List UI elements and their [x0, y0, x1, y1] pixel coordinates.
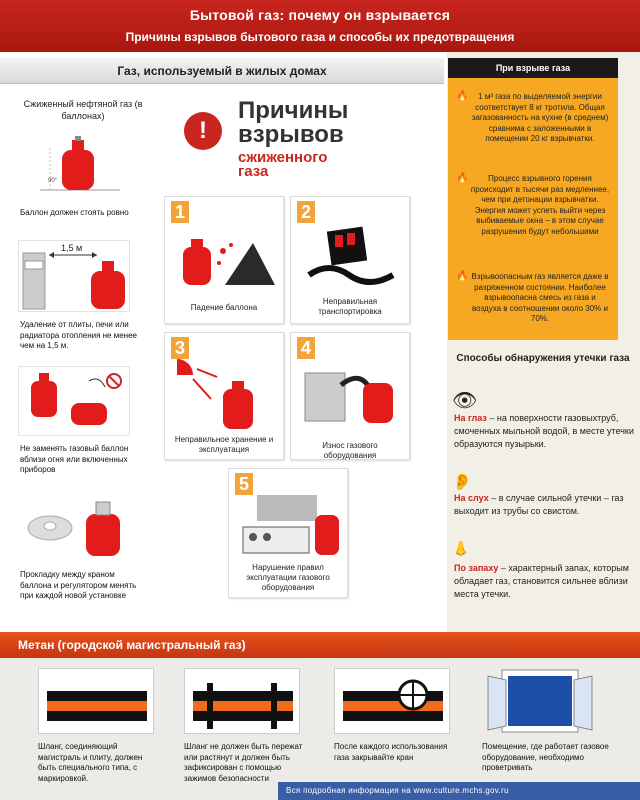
detect-text: – на поверхности газовыхтруб, смоченных мыльной водой, в месте утечки образуются пузырьки.: [454, 413, 634, 449]
detect-text: – характерный запах, которым обладает газ, становится сильнее вблизи места утечки.: [454, 563, 629, 599]
clamp-icon: [185, 669, 301, 735]
detect-text: – в случае сильной утечки – газ выходит из трубы со свистом.: [454, 493, 624, 516]
detect-eye: [454, 412, 634, 451]
cause-number: 5: [235, 473, 253, 495]
metan-tip: После каждого использования газа закрывайте кран: [334, 742, 448, 762]
detect-label: На слух: [454, 493, 489, 503]
angle-label: 90°: [48, 178, 58, 184]
cylinder-fire-icon: [19, 367, 131, 437]
distance-label: 1,5 м: [61, 243, 83, 253]
gasket-icon: [18, 490, 130, 560]
causes-title-4: газа: [238, 163, 269, 180]
tip-gasket-illustration: [18, 490, 130, 560]
cause-number: 3: [171, 337, 189, 359]
metan-tip: Шланг, соединяющий магистраль и плиту, должен быть специального типа, с маркировкой.: [38, 742, 143, 783]
cause-card-5: [228, 468, 348, 598]
cause-card-3: [164, 332, 284, 460]
section-title: Газ, используемый в жилых домах: [0, 58, 444, 84]
worn-equipment-icon: [301, 359, 401, 429]
causes-title-1: Причины: [238, 97, 349, 124]
transport-icon: [301, 223, 401, 293]
header-banner: [0, 0, 640, 52]
detection-title: Способы обнаружения утечки газа: [456, 353, 630, 364]
nose-icon: 👃: [452, 540, 470, 556]
detect-label: По запаху: [454, 563, 499, 573]
flame-icon: 🔥: [456, 271, 469, 282]
explosion-fact-text: Взрывоопасным газ является даже в разряженном состоянии. Наиболее взрывоопасна смесь из газа и воздуха в соотношении около 30% и 70%.: [471, 272, 609, 323]
explosion-fact-text: 1 м³ газа по выделяемой энергии соответствует 8 кг тротила. Общая загазованность на кухне (в среднем) сравнима с заложенными в помещении 20 кг взрывчатки.: [471, 92, 609, 143]
cause-text: Падение баллона: [190, 303, 258, 312]
lpg-title: Сжиженный нефтяной газ (в баллонах): [23, 99, 143, 121]
cause-number: 2: [297, 201, 315, 223]
sun-heat-icon: [175, 355, 275, 435]
cause-text: Нарушение правил эксплуатации газового оборудования: [246, 563, 330, 592]
cause-text: Неправильное хранение и эксплуатация: [174, 435, 274, 454]
window-icon: [482, 668, 598, 734]
metan-tip: Шланг не должен быть пережат или растянут и должен быть зафиксирован с помощью зажимов безопасности: [184, 742, 303, 783]
flame-icon: 🔥: [456, 91, 469, 102]
footer-link[interactable]: Вся подробная информация на www.culture.mchs.gov.ru: [278, 782, 640, 800]
falling-cylinder-icon: [175, 225, 275, 295]
tip-fire-text: Не заменять газовый баллон вблизи огня или включенных приборов: [20, 444, 129, 474]
metan-valve-illustration: [334, 668, 450, 734]
explosion-fact-text: Процесс взрывного горения происходит в тысячи раз медленнее, чем при детонации взрывчатки. Энергия может успеть выйти через выбиваемые окна – в этом случае разрушения будут небольшими: [470, 174, 610, 236]
causes-title-3: сжиженного: [238, 149, 328, 166]
detect-ear: [454, 492, 634, 518]
tip-distance-illustration: [18, 240, 130, 312]
cause-card-2: [290, 196, 410, 324]
rule-violation-icon: [237, 493, 341, 557]
explosion-fact: [456, 91, 610, 145]
tip-upright-text: Баллон должен стоять ровно: [20, 208, 129, 217]
explosion-fact: [456, 173, 610, 237]
cause-card-1: [164, 196, 284, 324]
tip-upright-illustration: [20, 128, 130, 198]
tip-distance-text: Удаление от плиты, печи или радиатора отопления не менее чем на 1,5 м.: [20, 320, 137, 350]
metan-clamp-illustration: [184, 668, 300, 734]
valve-icon: [335, 669, 451, 735]
detect-label: На глаз: [454, 413, 487, 423]
explosion-facts-title: При взрыве газа: [448, 58, 618, 78]
gas-cylinder-icon: [20, 128, 130, 198]
hose-icon: [39, 669, 155, 735]
warning-icon: !: [184, 112, 222, 150]
cause-text: Износ газового оборудования: [322, 441, 378, 460]
metan-hose-illustration: [38, 668, 154, 734]
metan-title: Метан (городской магистральный газ): [0, 632, 640, 658]
explosion-facts-box: [448, 78, 618, 340]
cause-card-4: [290, 332, 410, 460]
page-subtitle: Причины взрывов бытового газа и способы их предотвращения: [125, 30, 515, 44]
explosion-fact: [456, 271, 610, 325]
cause-number: 1: [171, 201, 189, 223]
cause-text: Неправильная транспортировка: [318, 297, 382, 316]
causes-title-2: взрывов: [238, 121, 344, 148]
ear-icon: 👂: [452, 474, 472, 491]
flame-icon: 🔥: [456, 173, 469, 184]
tip-gasket-text: Прокладку между краном баллона и регулятором менять при каждой новой установке: [20, 570, 137, 600]
metan-window-illustration: [482, 668, 598, 734]
metan-tip: Помещение, где работает газовое оборудование, необходимо проветривать: [482, 742, 609, 772]
tip-fire-illustration: [18, 366, 130, 436]
eye-icon: 👁: [452, 390, 478, 412]
cause-number: 4: [297, 337, 315, 359]
page-title: Бытовой газ: почему он взрывается: [189, 7, 451, 23]
detect-smell: [454, 562, 634, 601]
